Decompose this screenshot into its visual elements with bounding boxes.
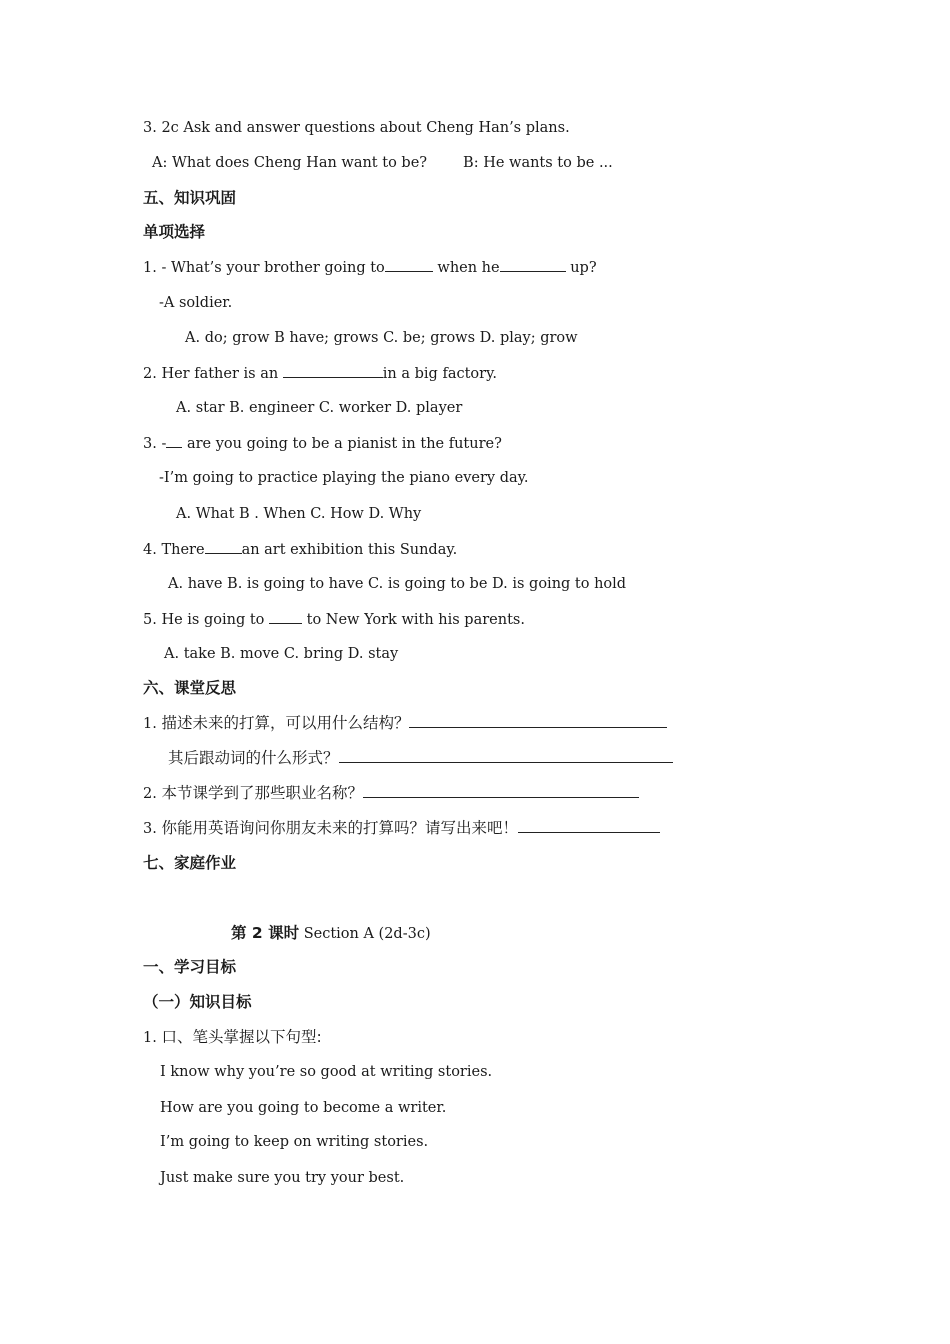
dialogue-line bbox=[152, 153, 613, 173]
answer-blank[interactable] bbox=[205, 539, 242, 554]
question-1-text: 1. - What’s your brother going to bbox=[143, 260, 385, 276]
sentence-pattern: Just make sure you try your best. bbox=[160, 1170, 405, 1186]
answer-blank[interactable] bbox=[500, 257, 566, 272]
reflection-question: 你能用英语询问你朋友未来的打算吗？请写出来吧！ bbox=[161, 819, 518, 837]
question-1 bbox=[143, 257, 597, 278]
answer-blank[interactable] bbox=[339, 748, 673, 763]
lesson-title bbox=[231, 923, 431, 944]
lesson-number: 第 2 课时 bbox=[231, 924, 300, 942]
question-4-text: 4. There bbox=[143, 542, 205, 558]
reflection-number: 1. bbox=[143, 716, 157, 732]
reflection-question: 本节课学到了那些职业名称？ bbox=[161, 784, 363, 802]
objective-1 bbox=[143, 1027, 322, 1048]
answer-blank[interactable] bbox=[409, 713, 667, 728]
answer-blank[interactable] bbox=[269, 609, 302, 624]
question-2-options: A. star B. engineer C. worker D. player bbox=[176, 400, 463, 416]
reflection-1 bbox=[143, 713, 667, 734]
section-5-heading: 五、知识巩固 bbox=[143, 189, 237, 207]
reflection-question: 描述未来的打算，可以用什么结构？ bbox=[161, 714, 410, 732]
question-3-text: are you going to be a pianist in the future? bbox=[186, 436, 502, 452]
question-4-text: an art exhibition this Sunday. bbox=[241, 542, 458, 558]
question-3-answer: -I’m going to practice playing the piano every day. bbox=[159, 470, 529, 486]
answer-blank[interactable] bbox=[363, 783, 639, 798]
answer-blank[interactable] bbox=[166, 433, 182, 448]
reflection-number: 3. bbox=[143, 821, 157, 837]
knowledge-objectives-heading: （一）知识目标 bbox=[143, 993, 252, 1011]
question-3-text: 3. - bbox=[143, 436, 167, 452]
reflection-number: 2. bbox=[143, 786, 157, 802]
sentence-pattern: How are you going to become a writer. bbox=[160, 1100, 447, 1116]
multiple-choice-heading: 单项选择 bbox=[143, 223, 206, 241]
question-5-text: to New York with his parents. bbox=[306, 612, 525, 628]
question-5-text: 5. He is going to bbox=[143, 612, 265, 628]
sentence-pattern: I’m going to keep on writing stories. bbox=[160, 1134, 429, 1150]
sentence-pattern: I know why you’re so good at writing stories. bbox=[160, 1064, 493, 1080]
learning-objectives-heading: 一、学习目标 bbox=[143, 958, 237, 976]
question-3-options: A. What B . When C. How D. Why bbox=[176, 506, 422, 522]
reflection-2 bbox=[143, 783, 639, 804]
question-4 bbox=[143, 539, 457, 560]
question-1-options: A. do; grow B have; grows C. be; grows D. play; grow bbox=[185, 330, 578, 346]
question-2 bbox=[143, 363, 497, 384]
question-5-options: A. take B. move C. bring D. stay bbox=[164, 646, 399, 662]
question-5 bbox=[143, 609, 525, 630]
question-1-answer: -A soldier. bbox=[159, 295, 233, 311]
reflection-question: 其后跟动词的什么形式？ bbox=[168, 749, 339, 767]
answer-b: B: He wants to be ... bbox=[463, 155, 613, 171]
question-3 bbox=[143, 433, 502, 454]
reflection-1-sub bbox=[168, 748, 673, 769]
question-1-text: when he bbox=[437, 260, 500, 276]
answer-blank[interactable] bbox=[385, 257, 433, 272]
question-2-text: 2. Her father is an bbox=[143, 366, 279, 382]
section-6-heading: 六、课堂反思 bbox=[143, 679, 237, 697]
reflection-3 bbox=[143, 818, 660, 839]
section-7-heading: 七、家庭作业 bbox=[143, 854, 237, 872]
question-2-text: in a big factory. bbox=[382, 366, 497, 382]
answer-blank[interactable] bbox=[283, 363, 383, 378]
answer-blank[interactable] bbox=[518, 818, 660, 833]
objective-text: 口、笔头掌握以下句型: bbox=[161, 1028, 322, 1046]
question-a: A: What does Cheng Han want to be? bbox=[152, 155, 428, 171]
lesson-section: Section A (2d-3c) bbox=[303, 926, 431, 942]
objective-number: 1. bbox=[143, 1030, 157, 1046]
question-4-options: A. have B. is going to have C. is going to be D. is going to hold bbox=[168, 576, 627, 592]
activity-2c-instruction: 3. 2c Ask and answer questions about Cheng Han’s plans. bbox=[143, 120, 570, 136]
question-1-text: up? bbox=[570, 260, 597, 276]
